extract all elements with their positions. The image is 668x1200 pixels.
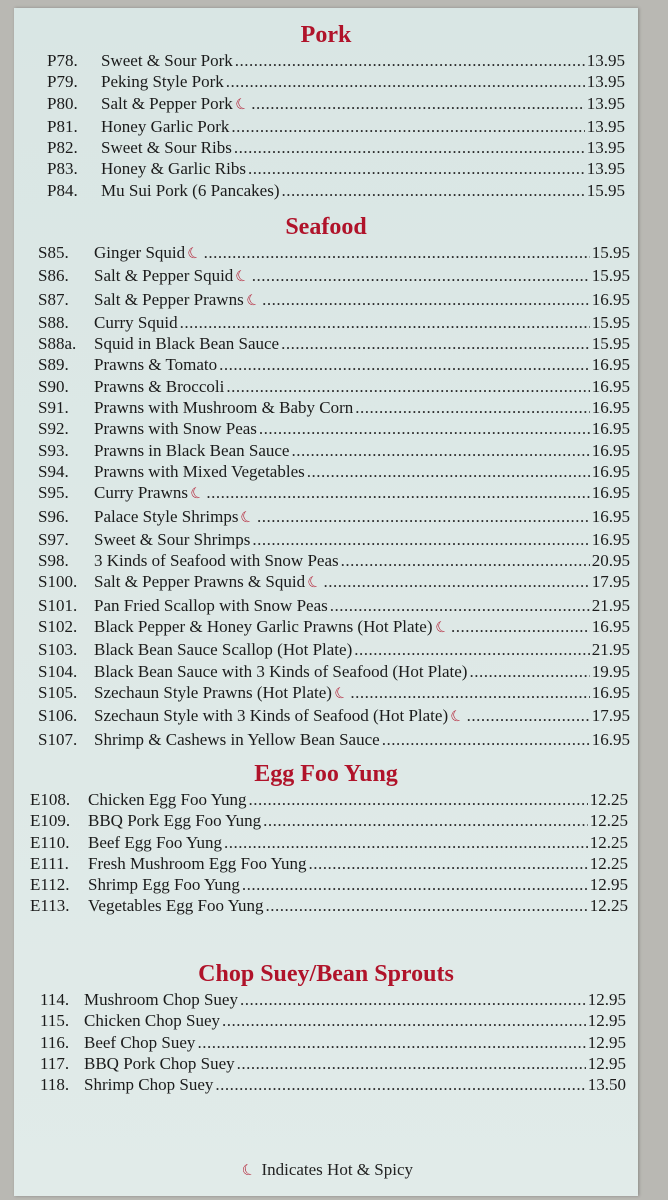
item-code: S87.	[38, 289, 69, 309]
item-price: 16.95	[591, 461, 630, 481]
menu-item	[30, 832, 628, 853]
menu-item	[47, 180, 625, 201]
dot-leader	[281, 180, 584, 201]
dot-leader	[197, 1032, 585, 1053]
item-price: 19.95	[591, 661, 630, 681]
item-code: E109.	[30, 811, 71, 831]
item-name: Shrimp Chop Suey	[84, 1075, 214, 1095]
menu-item	[38, 242, 630, 265]
dot-leader	[257, 506, 590, 527]
item-code: S98.	[38, 551, 69, 571]
dot-leader	[204, 242, 590, 263]
item-code: P83.	[47, 159, 78, 179]
item-code: E108.	[30, 790, 71, 809]
menu-item	[47, 137, 625, 158]
item-code: P81.	[47, 116, 78, 136]
dot-leader	[382, 729, 590, 750]
item-price: 16.95	[591, 355, 630, 375]
item-list-egg-foo-yung	[14, 789, 638, 917]
dot-leader	[231, 116, 584, 137]
item-code: S88.	[38, 312, 69, 332]
item-code: E112.	[30, 875, 70, 895]
item-code: S97.	[38, 529, 69, 549]
item-code: S96.	[38, 506, 69, 526]
item-name: Mu Sui Pork (6 Pancakes)	[101, 180, 280, 200]
item-name: Black Pepper & Honey Garlic Prawns (Hot Plate)	[94, 617, 433, 637]
menu-item	[38, 333, 630, 354]
item-name: Szechaun Style Prawns (Hot Plate)	[94, 682, 332, 702]
menu-item	[47, 71, 625, 92]
item-price: 21.95	[591, 640, 630, 660]
item-price: 16.95	[591, 682, 630, 702]
item-name: BBQ Pork Egg Foo Yung	[88, 811, 262, 831]
item-price: 13.95	[586, 138, 625, 158]
item-name: Peking Style Pork	[101, 72, 224, 92]
menu-item	[38, 661, 630, 682]
item-code: P79.	[47, 72, 78, 92]
item-price: 16.95	[591, 398, 630, 418]
item-price: 16.95	[591, 419, 630, 439]
item-price: 16.95	[591, 440, 630, 460]
item-code: S93.	[38, 440, 69, 460]
chili-pepper-icon: ☾	[233, 94, 252, 115]
dot-leader	[249, 789, 588, 810]
item-code: S91.	[38, 398, 69, 418]
item-price: 13.95	[586, 93, 625, 113]
dot-leader	[206, 482, 589, 503]
item-price: 12.25	[589, 811, 628, 831]
dot-leader	[235, 50, 585, 71]
item-name: Shrimp & Cashews in Yellow Bean Sauce	[94, 729, 380, 749]
item-name: Prawns with Snow Peas	[94, 419, 257, 439]
item-name: Prawns with Mixed Vegetables	[94, 461, 305, 481]
item-price: 16.95	[591, 617, 630, 637]
item-price: 15.95	[591, 334, 630, 354]
dot-leader	[266, 895, 588, 916]
menu-item	[40, 1074, 626, 1095]
menu-item	[38, 550, 630, 571]
chili-pepper-icon: ☾	[432, 618, 452, 638]
chili-pepper-icon: ☾	[188, 484, 207, 505]
section-title-chop-suey: Chop Suey/Bean Sprouts	[198, 961, 454, 987]
menu-item	[38, 682, 630, 705]
dot-leader	[469, 661, 589, 682]
menu-item	[38, 289, 630, 312]
menu-item	[47, 116, 625, 137]
item-price: 13.95	[586, 116, 625, 136]
item-name: Honey & Garlic Ribs	[101, 159, 246, 179]
item-price: 12.95	[587, 1032, 626, 1052]
chili-pepper-icon: ☾	[332, 684, 351, 704]
item-name: Prawns in Black Bean Sauce	[94, 440, 290, 460]
dot-leader	[180, 312, 590, 333]
item-price: 15.95	[591, 243, 630, 262]
menu-item	[38, 705, 630, 728]
menu-item	[47, 158, 625, 179]
dot-leader	[252, 265, 590, 286]
dot-leader	[291, 440, 589, 461]
chili-pepper-icon: ☾	[238, 507, 258, 528]
item-code: P78.	[47, 51, 78, 70]
dot-leader	[242, 874, 588, 895]
item-price: 21.95	[591, 595, 630, 615]
item-code: E110.	[30, 832, 70, 852]
item-price: 15.95	[591, 266, 630, 286]
dot-leader	[350, 682, 589, 703]
menu-item	[38, 376, 630, 397]
item-name: Palace Style Shrimps	[94, 506, 239, 526]
item-code: S106.	[38, 706, 78, 726]
item-code: S92.	[38, 419, 69, 439]
chili-pepper-icon: ☾	[448, 707, 467, 728]
item-code: S85.	[38, 243, 69, 262]
item-code: P84.	[47, 180, 78, 200]
menu-item	[40, 1053, 626, 1074]
item-price: 12.25	[589, 790, 628, 809]
item-code: S95.	[38, 483, 69, 503]
item-name: Prawns & Broccoli	[94, 376, 225, 396]
menu-item	[38, 440, 630, 461]
menu-item	[40, 1032, 626, 1053]
item-price: 12.25	[589, 832, 628, 852]
item-code: S103.	[38, 640, 78, 660]
menu-item	[40, 1010, 626, 1031]
item-name: Prawns with Mushroom & Baby Corn	[94, 398, 354, 418]
dot-leader	[224, 832, 588, 853]
item-name: Curry Squid	[94, 312, 178, 332]
item-name: Salt & Pepper Squid	[94, 266, 234, 286]
item-code: S104.	[38, 661, 78, 681]
item-name: Sweet & Sour Shrimps	[94, 529, 251, 549]
dot-leader	[251, 93, 585, 114]
menu-item	[30, 853, 628, 874]
item-price: 12.25	[589, 853, 628, 873]
item-name: Black Bean Sauce Scallop (Hot Plate)	[94, 640, 353, 660]
item-price: 17.95	[591, 706, 630, 726]
item-price: 15.95	[586, 180, 625, 200]
dot-leader	[307, 461, 590, 482]
legend-text: Indicates Hot & Spicy	[261, 1160, 413, 1179]
section-chop-suey	[14, 959, 638, 1095]
item-price: 16.95	[591, 729, 630, 749]
dot-leader	[330, 595, 590, 616]
item-name: BBQ Pork Chop Suey	[84, 1053, 235, 1073]
menu-item	[47, 50, 625, 71]
item-code: 114.	[40, 990, 70, 1009]
item-price: 12.95	[587, 1011, 626, 1031]
menu-item	[30, 789, 628, 810]
menu-item	[38, 595, 630, 616]
dot-leader	[222, 1010, 586, 1031]
item-price: 17.95	[591, 572, 630, 592]
dot-leader	[281, 333, 590, 354]
item-code: E111.	[30, 853, 69, 873]
item-name: Chicken Chop Suey	[84, 1011, 220, 1031]
dot-leader	[263, 810, 588, 831]
menu-item	[38, 616, 630, 639]
section-egg-foo-yung	[14, 759, 638, 917]
item-price: 16.95	[591, 506, 630, 526]
item-name: Mushroom Chop Suey	[84, 990, 238, 1009]
menu-item	[30, 895, 628, 916]
item-name: Sweet & Sour Ribs	[101, 138, 232, 158]
dot-leader	[237, 1053, 586, 1074]
item-list-chop-suey	[14, 989, 638, 1095]
item-name: 3 Kinds of Seafood with Snow Peas	[94, 551, 339, 571]
item-code: S88a.	[38, 334, 77, 354]
item-code: S105.	[38, 682, 78, 702]
item-price: 16.95	[591, 376, 630, 396]
dot-leader	[215, 1074, 585, 1095]
dot-leader	[341, 550, 590, 571]
item-price: 12.95	[589, 875, 628, 895]
menu-item	[30, 810, 628, 831]
item-price: 16.95	[591, 529, 630, 549]
dot-leader	[355, 397, 590, 418]
menu-item	[47, 93, 625, 116]
item-price: 16.95	[591, 289, 630, 309]
item-name: Black Bean Sauce with 3 Kinds of Seafood (Hot Plate)	[94, 661, 468, 681]
item-price: 12.95	[587, 990, 626, 1009]
section-title-egg-foo-yung: Egg Foo Yung	[254, 761, 398, 787]
menu-item	[38, 354, 630, 375]
item-code: S90.	[38, 376, 69, 396]
section-seafood	[14, 212, 638, 750]
dot-leader	[226, 376, 589, 397]
legend-footer	[14, 1160, 638, 1180]
dot-leader	[248, 158, 585, 179]
dot-leader	[234, 137, 585, 158]
dot-leader	[226, 71, 585, 92]
menu-page	[14, 8, 638, 1196]
chili-pepper-icon: ☾	[239, 1161, 258, 1181]
item-code: P82.	[47, 138, 78, 158]
section-title-seafood: Seafood	[285, 214, 367, 240]
item-name: Vegetables Egg Foo Yung	[88, 896, 264, 916]
item-price: 13.95	[586, 159, 625, 179]
item-code: S101.	[38, 595, 78, 615]
item-name: Szechaun Style with 3 Kinds of Seafood (Hot Plate)	[94, 706, 449, 726]
item-code: S89.	[38, 355, 69, 375]
dot-leader	[219, 354, 590, 375]
chili-pepper-icon: ☾	[233, 267, 252, 288]
menu-item	[38, 397, 630, 418]
item-code: 117.	[40, 1053, 70, 1073]
section-pork	[14, 20, 638, 201]
item-list-seafood	[14, 242, 638, 750]
item-name: Squid in Black Bean Sauce	[94, 334, 280, 354]
item-name: Honey Garlic Pork	[101, 116, 230, 136]
menu-item	[38, 265, 630, 288]
menu-item	[38, 482, 630, 505]
item-name: Beef Chop Suey	[84, 1032, 196, 1052]
item-price: 12.95	[587, 1053, 626, 1073]
item-code: P80.	[47, 93, 78, 113]
item-name: Prawns & Tomato	[94, 355, 218, 375]
item-price: 16.95	[591, 483, 630, 503]
item-code: 118.	[40, 1075, 70, 1095]
item-price: 15.95	[591, 312, 630, 332]
dot-leader	[324, 571, 590, 592]
item-price: 13.95	[586, 72, 625, 92]
item-name: Curry Prawns	[94, 483, 188, 503]
menu-item	[38, 461, 630, 482]
item-name: Beef Egg Foo Yung	[88, 832, 222, 852]
menu-item	[38, 729, 630, 750]
menu-item	[38, 571, 630, 594]
item-list-pork	[14, 50, 638, 201]
item-code: S100.	[38, 572, 78, 592]
item-price: 12.25	[589, 896, 628, 916]
chili-pepper-icon: ☾	[305, 573, 324, 594]
item-name: Salt & Pepper Pork	[101, 93, 233, 113]
menu-item	[38, 529, 630, 550]
item-name: Fresh Mushroom Egg Foo Yung	[88, 853, 307, 873]
menu-item	[38, 312, 630, 333]
item-code: 115.	[40, 1011, 70, 1031]
menu-item	[38, 639, 630, 660]
item-name: Shrimp Egg Foo Yung	[88, 875, 240, 895]
item-code: 116.	[40, 1032, 70, 1052]
item-price: 13.50	[587, 1075, 626, 1095]
item-price: 13.95	[586, 51, 625, 70]
menu-item	[30, 874, 628, 895]
dot-leader	[309, 853, 588, 874]
dot-leader	[467, 705, 590, 726]
dot-leader	[262, 289, 590, 310]
item-price: 20.95	[591, 551, 630, 571]
menu-item	[40, 989, 626, 1010]
dot-leader	[354, 639, 590, 660]
item-name: Sweet & Sour Pork	[101, 51, 233, 70]
item-name: Ginger Squid	[94, 243, 186, 262]
item-code: S86.	[38, 266, 69, 286]
dot-leader	[259, 418, 590, 439]
dot-leader	[252, 529, 589, 550]
item-code: S107.	[38, 729, 78, 749]
menu-item	[38, 418, 630, 439]
menu-item	[38, 506, 630, 529]
item-name: Salt & Pepper Prawns & Squid	[94, 572, 306, 592]
item-code: S94.	[38, 461, 69, 481]
dot-leader	[240, 989, 586, 1010]
item-code: E113.	[30, 896, 70, 916]
dot-leader	[451, 616, 590, 637]
chili-pepper-icon: ☾	[244, 290, 263, 311]
chili-pepper-icon: ☾	[185, 244, 204, 264]
item-name: Salt & Pepper Prawns	[94, 289, 244, 309]
item-name: Chicken Egg Foo Yung	[88, 790, 247, 809]
section-title-pork: Pork	[300, 22, 352, 48]
item-code: S102.	[38, 617, 78, 637]
item-name: Pan Fried Scallop with Snow Peas	[94, 595, 328, 615]
